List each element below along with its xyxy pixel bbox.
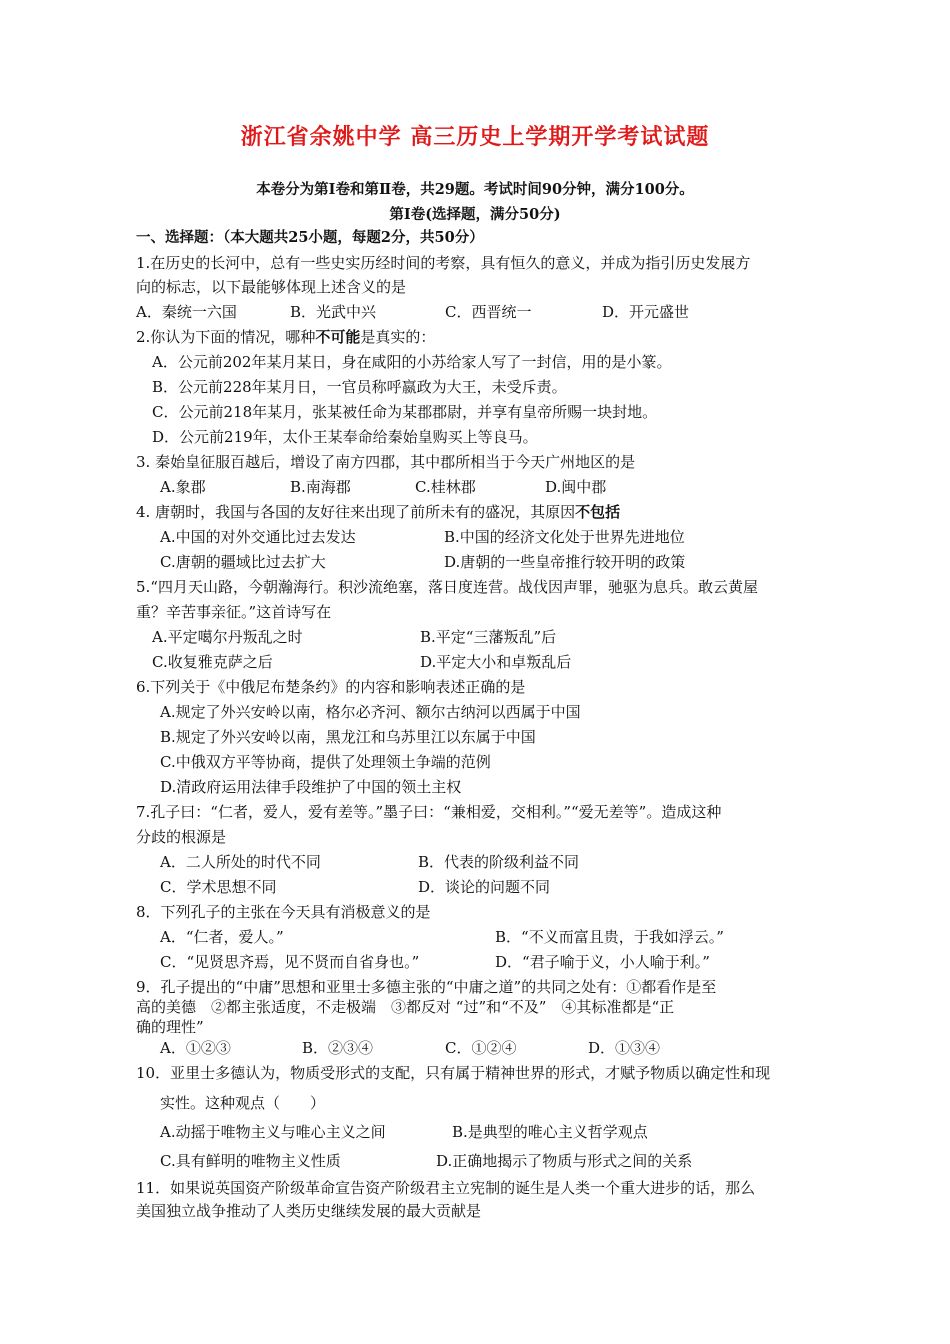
question-2-stem bbox=[136, 327, 435, 347]
part-one-heading: 第Ⅰ卷(选择题，满分50分) bbox=[389, 206, 561, 223]
question-10-option-b: B.是典型的唯心主义哲学观点 bbox=[452, 1123, 648, 1141]
question-2-option-c: C．公元前218年某月，张某被任命为某郡郡尉，并享有皇帝所赐一块封地。 bbox=[152, 403, 658, 421]
question-3-option-a: A.象郡 bbox=[160, 478, 206, 496]
question-4-option-c: C.唐朝的疆域比过去扩大 bbox=[160, 553, 326, 571]
question-9-option-a: A．①②③ bbox=[160, 1039, 231, 1057]
question-4-option-b: B.中国的经济文化处于世界先进地位 bbox=[444, 528, 685, 546]
question-4-stem-pre: 4. 唐朝时，我国与各国的友好往来出现了前所未有的盛况，其原因 bbox=[136, 503, 576, 521]
question-11-stem-cont: 美国独立战争推动了人类历史继续发展的最大贡献是 bbox=[136, 1202, 482, 1220]
question-6-option-d: D.清政府运用法律手段维护了中国的领土主权 bbox=[160, 778, 462, 796]
question-8-option-c: C．“见贤思齐焉，见不贤而自省身也。” bbox=[160, 953, 420, 971]
question-1-option-c: C．西晋统一 bbox=[445, 303, 532, 321]
question-11-stem: 11．如果说英国资产阶级革命宣告资产阶级君主立宪制的诞生是人类一个重大进步的话，那么 bbox=[136, 1179, 756, 1197]
question-10-option-a: A.动摇于唯物主义与唯心主义之间 bbox=[160, 1123, 386, 1141]
question-10-option-c: C.具有鲜明的唯物主义性质 bbox=[160, 1152, 341, 1170]
question-6-stem: 6.下列关于《中俄尼布楚条约》的内容和影响表述正确的是 bbox=[136, 678, 526, 696]
question-5-option-b: B.平定“三藩叛乱”后 bbox=[420, 628, 557, 646]
question-7-stem-cont: 分歧的根源是 bbox=[136, 828, 227, 846]
question-1-stem: 1.在历史的长河中，总有一些史实历经时间的考察，具有恒久的意义，并成为指引历史发展方 bbox=[136, 254, 751, 272]
question-10-stem: 10．亚里士多德认为，物质受形式的支配，只有属于精神世界的形式，才赋予物质以确定性和现 bbox=[136, 1064, 771, 1082]
question-2-option-b: B．公元前228年某月日，一官员称呼嬴政为大王，未受斥责。 bbox=[152, 378, 567, 396]
question-9-option-d: D．①③④ bbox=[588, 1039, 661, 1057]
question-10-stem-cont: 实性。这种观点（ ） bbox=[160, 1094, 326, 1112]
question-5-stem: 5.“四月天山路，今朝瀚海行。积沙流绝塞，落日度连营。战伐因声罪，驰驱为息兵。敢云黄屋 bbox=[136, 578, 758, 596]
question-9-option-b: B．②③④ bbox=[302, 1039, 374, 1057]
question-2-stem-emphasis: 不可能 bbox=[315, 328, 361, 346]
question-1-option-d: D．开元盛世 bbox=[602, 303, 690, 321]
question-7-option-a: A．二人所处的时代不同 bbox=[160, 853, 321, 871]
question-7-option-c: C．学术思想不同 bbox=[160, 878, 277, 896]
question-6-option-c: C.中俄双方平等协商，提供了处理领土争端的范例 bbox=[160, 753, 491, 771]
exam-title: 浙江省余姚中学 高三历史上学期开学考试试题 bbox=[240, 124, 710, 150]
question-7-option-d: D．谈论的问题不同 bbox=[418, 878, 551, 896]
question-2-stem-pre: 2.你认为下面的情况，哪种 bbox=[136, 328, 316, 346]
question-10-option-d: D.正确地揭示了物质与形式之间的关系 bbox=[436, 1152, 693, 1170]
question-3-option-d: D.闽中郡 bbox=[545, 478, 607, 496]
question-4-option-a: A.中国的对外交通比过去发达 bbox=[160, 528, 356, 546]
question-3-option-b: B.南海郡 bbox=[290, 478, 351, 496]
question-5-option-c: C.收复雅克萨之后 bbox=[152, 653, 273, 671]
question-9-stem: 9．孔子提出的“中庸”思想和亚里士多德主张的“中庸之道”的共同之处有：①都看作是至 bbox=[136, 978, 717, 996]
question-7-option-b: B．代表的阶级利益不同 bbox=[418, 853, 580, 871]
question-2-option-a: A．公元前202年某月某日，身在咸阳的小苏给家人写了一封信，用的是小篆。 bbox=[152, 353, 672, 371]
question-5-option-d: D.平定大小和卓叛乱后 bbox=[420, 653, 572, 671]
question-7-stem: 7.孔子曰：“仁者，爱人，爱有差等。”墨子曰：“兼相爱，交相利。”“爱无差等”。造成这种 bbox=[136, 803, 722, 821]
question-8-stem: 8．下列孔子的主张在今天具有消极意义的是 bbox=[136, 903, 431, 921]
question-4-stem-emphasis: 不包括 bbox=[575, 503, 621, 521]
question-8-option-d: D．“君子喻于义，小人喻于利。” bbox=[495, 953, 710, 971]
question-9-option-c: C．①②④ bbox=[445, 1039, 517, 1057]
question-3-stem: 3. 秦始皇征服百越后，增设了南方四郡，其中郡所相当于今天广州地区的是 bbox=[136, 453, 636, 471]
question-3-option-c: C.桂林郡 bbox=[415, 478, 476, 496]
question-2-stem-post: 是真实的： bbox=[360, 328, 436, 346]
question-9-stem-cont: 高的美德 ②都主张适度，不走极端 ③都反对 “过”和“不及” ④其标准都是“正 bbox=[136, 998, 675, 1016]
section-heading: 一、选择题：（本大题共25小题，每题2分，共50分） bbox=[136, 229, 484, 246]
question-8-option-b: B．“不义而富且贵，于我如浮云。” bbox=[495, 928, 724, 946]
question-8-option-a: A．“仁者，爱人。” bbox=[160, 928, 284, 946]
question-2-option-d: D．公元前219年，太仆王某奉命给秦始皇购买上等良马。 bbox=[152, 428, 538, 446]
question-6-option-b: B.规定了外兴安岭以南，黑龙江和乌苏里江以东属于中国 bbox=[160, 728, 536, 746]
question-5-option-a: A.平定噶尔丹叛乱之时 bbox=[152, 628, 303, 646]
question-4-stem bbox=[136, 502, 620, 522]
question-1-option-a: A．秦统一六国 bbox=[136, 303, 237, 321]
question-9-stem-end: 确的理性” bbox=[136, 1018, 204, 1036]
exam-intro: 本卷分为第Ⅰ卷和第Ⅱ卷，共29题。考试时间90分钟，满分100分。 bbox=[256, 181, 694, 198]
question-5-stem-cont: 重？辛苦事亲征。”这首诗写在 bbox=[136, 603, 332, 621]
question-6-option-a: A.规定了外兴安岭以南，格尔必齐河、额尔古纳河以西属于中国 bbox=[160, 703, 581, 721]
question-1-stem-cont: 向的标志，以下最能够体现上述含义的是 bbox=[136, 278, 407, 296]
question-4-option-d: D.唐朝的一些皇帝推行较开明的政策 bbox=[444, 553, 686, 571]
question-1-option-b: B．光武中兴 bbox=[290, 303, 377, 321]
